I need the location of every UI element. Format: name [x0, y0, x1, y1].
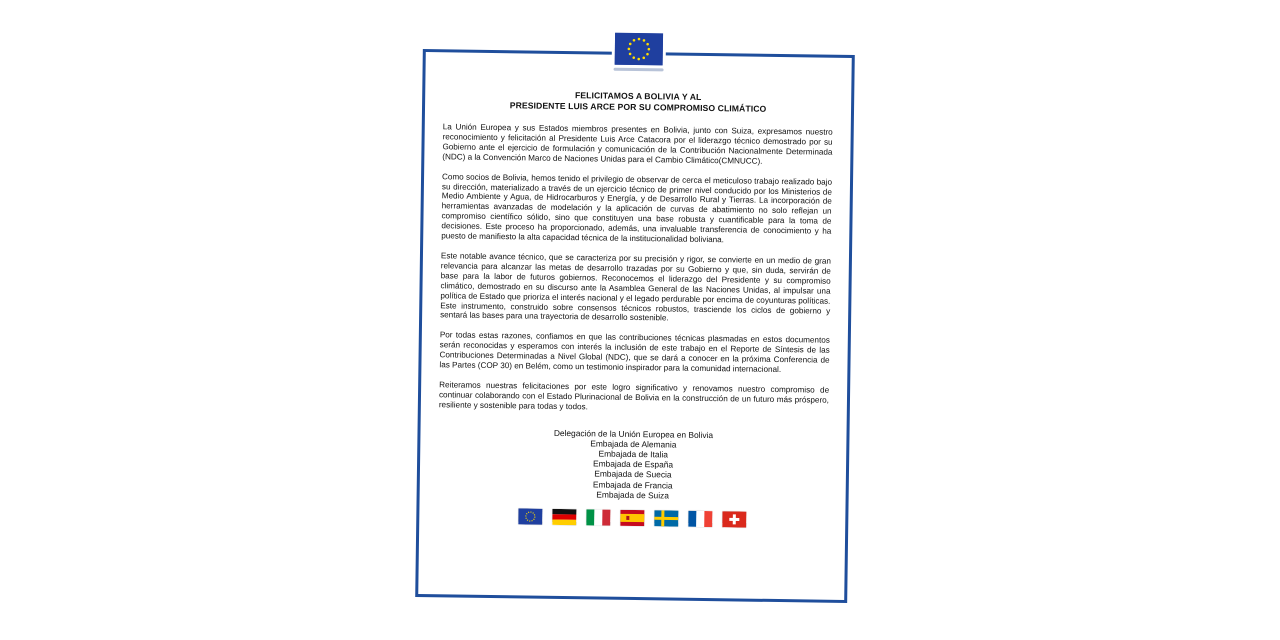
emblem-underline [614, 68, 664, 72]
document-content [437, 88, 833, 528]
spain-flag-icon [620, 510, 644, 526]
paragraph-2: Como socios de Bolivia, hemos tenido el privilegio de observar de cerca el meticuloso trabajo realizado bajo su dirección, materializado a través de un ejercicio técnico de primer nivel conducido por los Ministerios de Medio Ambiente y Agua, de Hidrocarburos y Energía, y de Desarrollo Rural y Tierras. La incorporación de herramientas avanzadas de modelación y la aplicación de curvas de abatimiento no solo reflejan un compromiso científico sólido, sino que constituyen una base robusta y cuantificable para la toma de decisiones. Este proceso ha proporcionado, además, una invaluable transferencia de conocimiento y ha puesto de manifiesto la alta capacidad técnica de la institucionalidad boliviana. [441, 171, 833, 245]
title-line-2: PRESIDENTE LUIS ARCE POR SU COMPROMISO CLIMÁTICO [509, 100, 767, 114]
signatory-france: Embajada de Francia [592, 479, 673, 491]
paragraph-5: Reiteramos nuestras felicitaciones por este logro significativo y renovamos nuestro compromiso de continuar colaborando con el Estado Plurinacional de Bolivia en la construcción de un futuro más próspero, resiliente y sostenible para todas y todos. [438, 380, 830, 412]
document-page [415, 49, 855, 603]
signatory-italy: Embajada de Italia [598, 448, 668, 460]
flags-row [437, 507, 827, 528]
france-flag-icon [688, 511, 712, 527]
eu-emblem [612, 33, 667, 74]
switzerland-flag-icon [722, 511, 746, 527]
paragraph-1: La Unión Europea y sus Estados miembros presentes en Bolivia, junto con Suiza, expresamos nuestro reconocimiento y felicitación al Presidente Luis Arce Catacora por el liderazgo técnico demostrado por su Gobierno ante el ejercicio de formulación y comunicación de la Contribución Nacionalmente Determinada (NDC) a la Convención Marco de Naciones Unidas para el Cambio Climático(CMNUCC). [442, 122, 833, 166]
title-line-1: FELICITAMOS A BOLIVIA Y AL [574, 90, 702, 102]
document-title [443, 88, 833, 115]
signatory-switzerland: Embajada de Suiza [596, 489, 670, 501]
italy-flag-icon [586, 509, 610, 525]
paragraph-3: Este notable avance técnico, que se caracteriza por su precisión y rigor, se convierte en un medio de gran relevancia para alcanzar las metas de desarrollo trazadas por su Gobierno y que, sin duda, servirán de base para la labor de futuros gobiernos. Reconocemos el liderazgo del Presidente y su compromiso climático, demostrado en su discurso ante la Asamblea General de las Naciones Unidas, al impulsar una política de Estado que prioriza el interés nacional y el legado perdurable por encima de coyunturas políticas. Este instrumento, construido sobre consensos técnicos robustos, trasciende los ciclos de gobierno y sentará las bases para una trayectoria de desarrollo sostenible. [440, 251, 831, 323]
sweden-flag-icon [654, 510, 678, 526]
signatories-block [438, 426, 829, 503]
eu-flag-small-icon [518, 508, 542, 524]
eu-flag-icon [615, 33, 663, 66]
signatory-eu-delegation: Delegación de la Unión Europea en Bolivia [553, 427, 714, 440]
signatory-spain: Embajada de España [592, 458, 674, 470]
signatory-sweden: Embajada de Suecia [594, 468, 672, 480]
paragraph-4: Por todas estas razones, confiamos en que las contribuciones técnicas plasmadas en estos documentos serán reconocidas y esperamos con interés la inclusión de este trabajo en el Reporte de Síntesis de las Contribuciones Determinadas a Nivel Global (NDC), que se dará a conocer en la próxima Conferencia de las Partes (COP 30) en Belém, como un testimonio inspirador para la comunidad internacional. [439, 330, 830, 375]
signatory-germany: Embajada de Alemania [590, 438, 677, 450]
germany-flag-icon [552, 509, 576, 525]
